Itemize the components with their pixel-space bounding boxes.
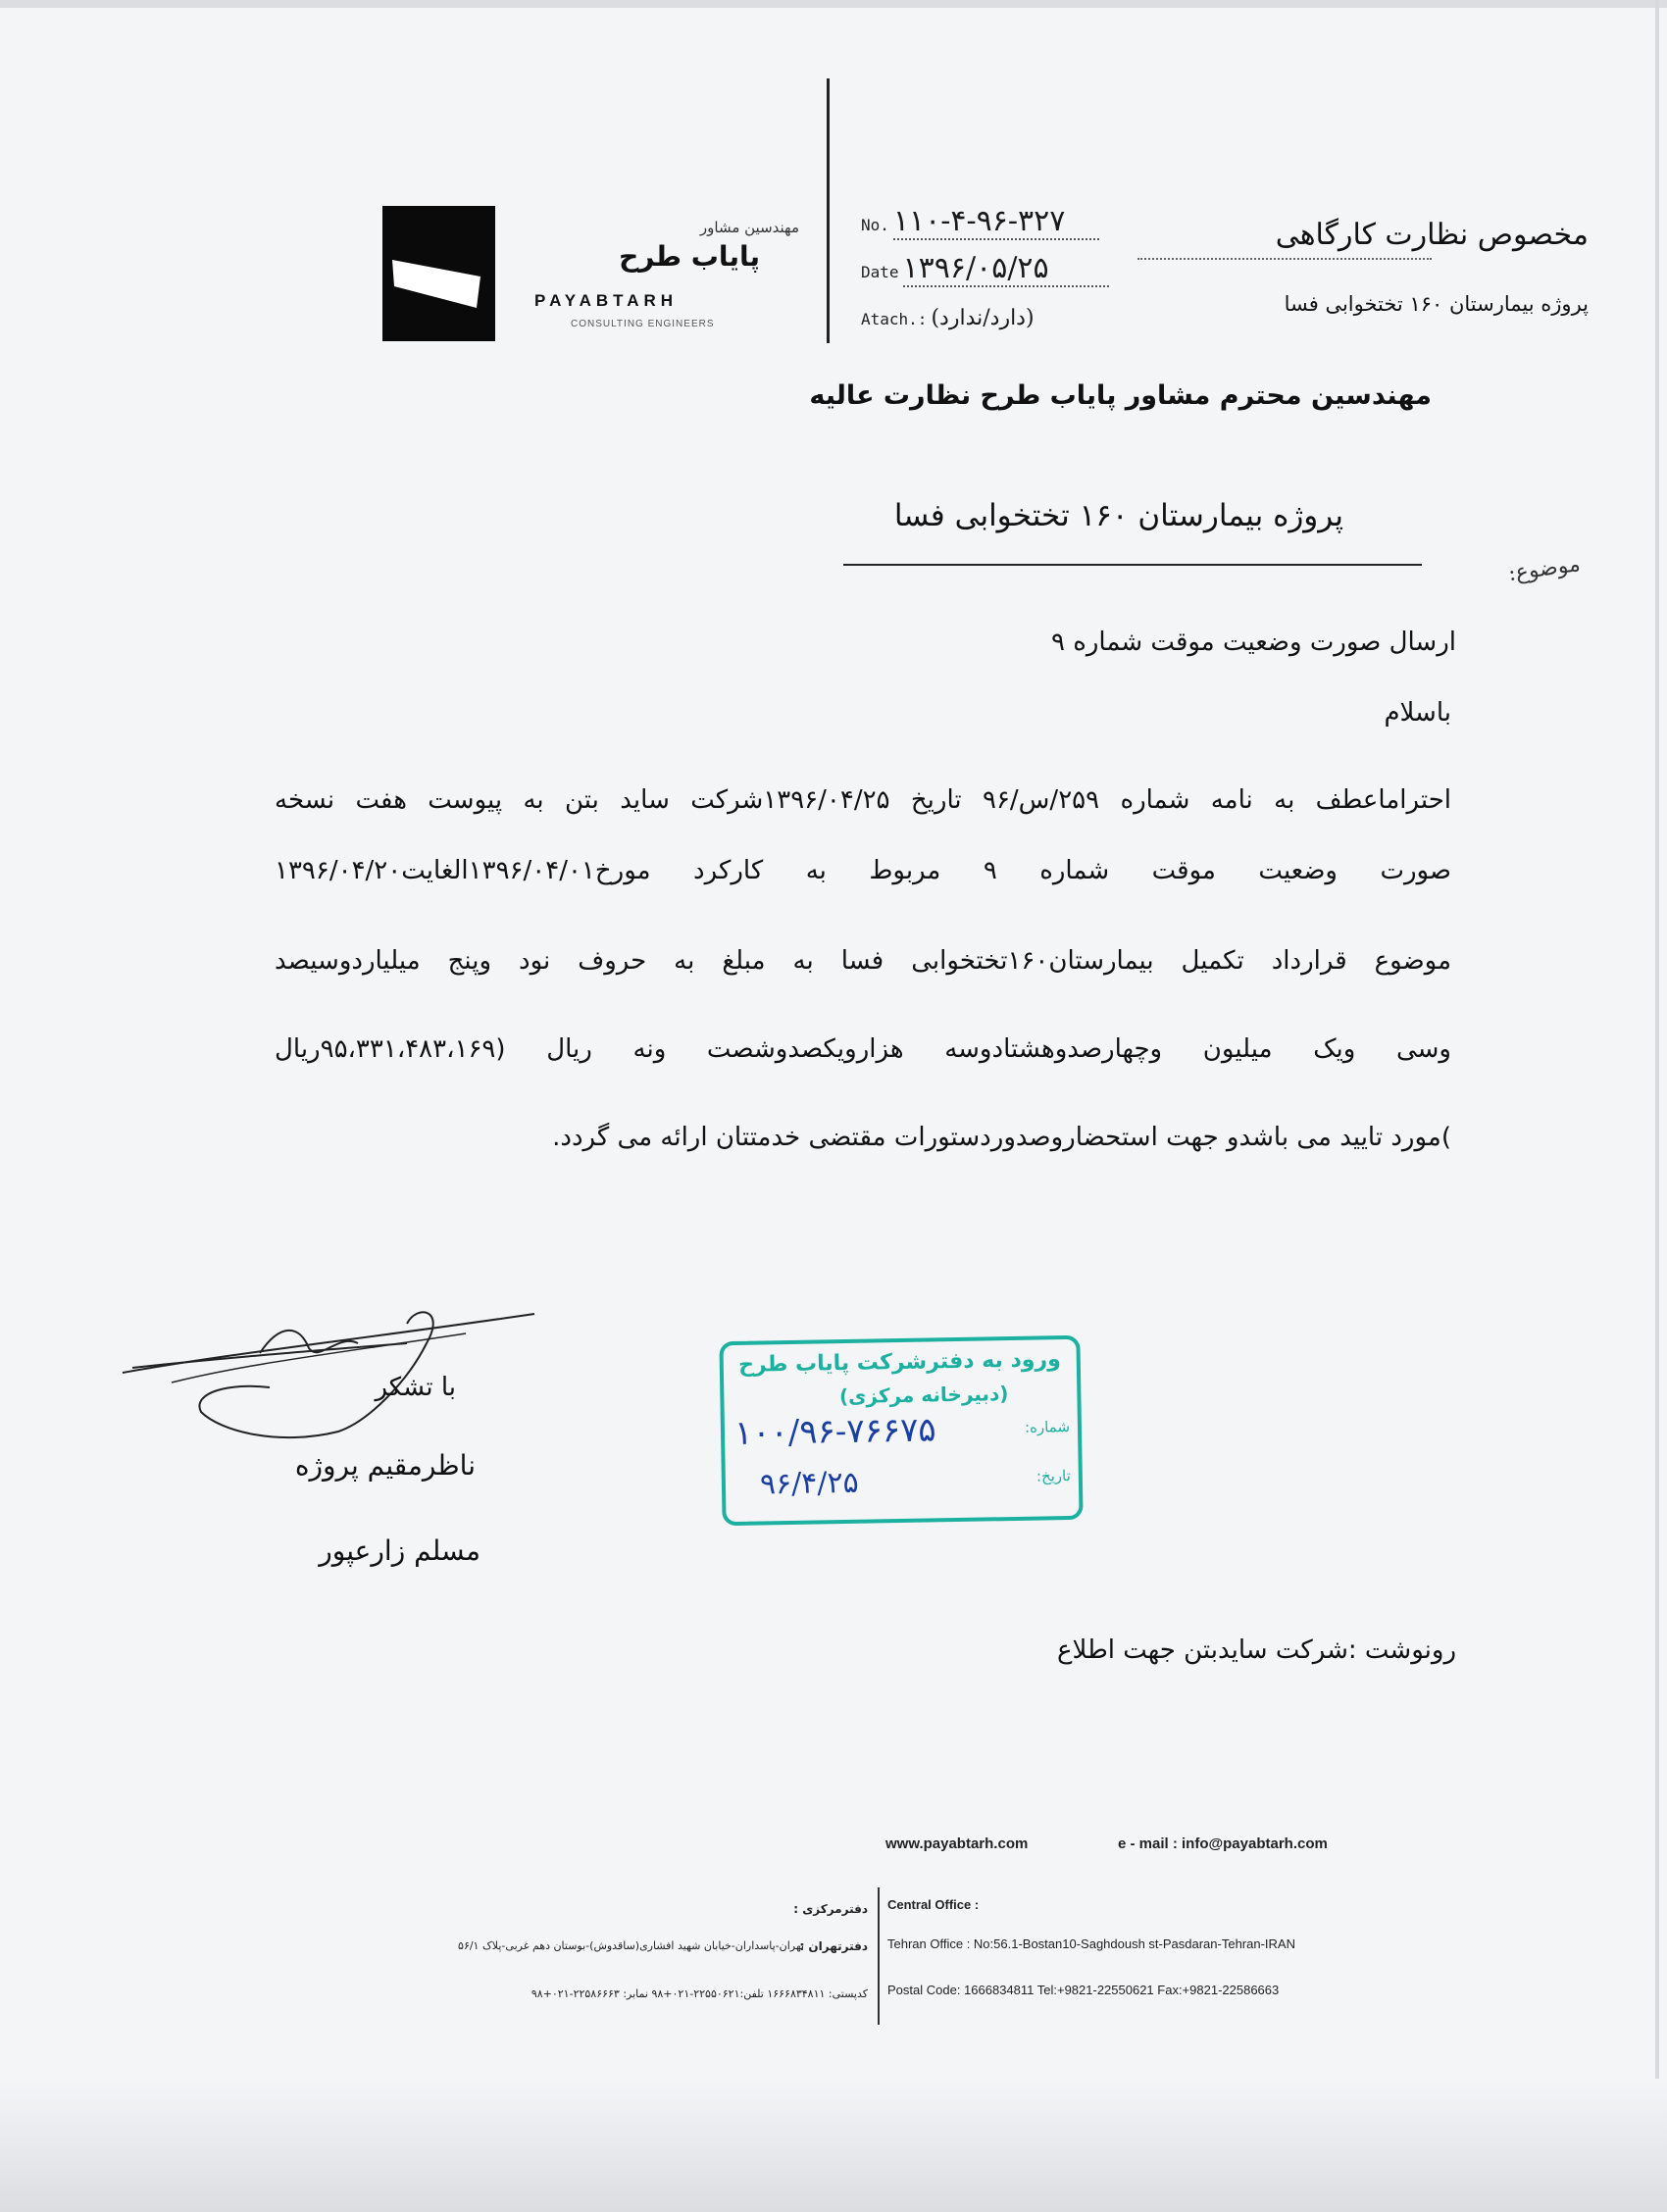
addressee: مهندسین محترم مشاور پایاب طرح نظارت عالیه xyxy=(809,380,1432,411)
atach-label: Atach.: xyxy=(861,310,928,328)
body-line-2: صورت وضعیت موقت شماره ۹ مربوط به کارکرد مورخ۱۳۹۶/۰۴/۰۱الغایت۱۳۹۶/۰۴/۲۰ xyxy=(275,856,1452,885)
logo-persian-sub: مهندسین مشاور xyxy=(699,219,799,236)
receipt-stamp xyxy=(719,1335,1083,1526)
footer-postal-en: Postal Code: 1666834811 Tel:+9821-22550621 Fax:+9821-22586663 xyxy=(887,1983,1280,1997)
signer-title: ناظرمقیم پروژه xyxy=(294,1449,476,1482)
scan-edge-right xyxy=(1655,0,1659,2212)
supervision-underline xyxy=(1137,258,1432,260)
stamp-date-label: تاریخ: xyxy=(1036,1466,1071,1485)
scan-bottom-shadow xyxy=(0,2079,1667,2212)
header-project-line: پروژه بیمارستان ۱۶۰ تختخوابی فسا xyxy=(1284,292,1589,316)
stamp-line2: (دبیرخانه مرکزی) xyxy=(838,1382,1009,1409)
title-underline xyxy=(843,564,1422,566)
company-logo xyxy=(510,211,799,338)
stamp-date-value: ۹۶/۴/۲۵ xyxy=(759,1465,860,1502)
signature-scribble xyxy=(113,1294,544,1451)
footer-address-fa: تهران-پاسداران-خیابان شهید افشاری(ساقدوش)-بوستان دهم غربی-پلاک ۵۶/۱ xyxy=(458,1939,804,1952)
ref-date xyxy=(861,251,1109,287)
footer-tehran-fa: دفترتهران : xyxy=(799,1939,868,1953)
scan-edge xyxy=(0,0,1667,8)
footer-central-en: Central Office : xyxy=(887,1897,980,1912)
atach-value: (دارد/ندارد) xyxy=(931,306,1035,330)
footer-website[interactable]: www.payabtarh.com xyxy=(885,1835,1029,1852)
date-label: Date xyxy=(861,263,899,281)
closing: با تشکر xyxy=(375,1373,456,1402)
stamp-number-label: شماره: xyxy=(1024,1417,1071,1436)
ref-number xyxy=(861,204,1099,240)
supervision-note: مخصوص نظارت کارگاهی xyxy=(1275,218,1589,252)
no-value: ۱۱۰-۴-۹۶-۳۲۷ xyxy=(893,204,1099,240)
footer-central-fa: دفترمرکزی : xyxy=(793,1902,868,1916)
footer-email[interactable]: e - mail : info@payabtarh.com xyxy=(1118,1835,1328,1852)
date-value: ۱۳۹۶/۰۵/۲۵ xyxy=(903,251,1109,287)
footer-divider xyxy=(878,1887,880,2025)
signer-name: مسلم زارعپور xyxy=(319,1534,480,1567)
no-label: No. xyxy=(861,216,889,234)
logo-mark xyxy=(382,206,495,341)
body-line-1: احتراماعطف به نامه شماره ۲۵۹/س/۹۶ تاریخ ۱۳۹۶/۰۴/۲۵شرکت ساید بتن به پیوست هفت نسخه xyxy=(275,785,1451,815)
footer-postal-fa: کدپستی: ۱۶۶۶۸۳۴۸۱۱ تلفن:۲۲۵۵۰۶۲۱-۰۲۱+۹۸ نمابر: ۲۲۵۸۶۶۶۳-۰۲۱+۹۸ xyxy=(530,1987,868,2000)
body-line-5: )مورد تایید می باشدو جهت استحضاروصدوردستورات مقتضی خدمتتان ارائه می گردد. xyxy=(552,1123,1451,1152)
logo-english-sub: CONSULTING ENGINEERS xyxy=(571,319,715,329)
stamp-line1: ورود به دفترشرکت پایاب طرح xyxy=(737,1347,1061,1378)
logo-persian-name: پایاب طرح xyxy=(619,240,760,273)
greeting: باسلام xyxy=(1384,698,1451,728)
cc-line: رونوشت :شرکت سایدبتن جهت اطلاع xyxy=(1057,1635,1456,1665)
logo-english-name: PAYABTARH xyxy=(534,291,679,310)
stamp-number-value: ۱۰۰/۹۶-۷۶۶۷۵ xyxy=(733,1410,936,1453)
body-line-4: وسی ویک میلیون وچهارصدوهشتادوسه هزارویکصدوشصت ونه ریال (۹۵،۳۳۱،۴۸۳،۱۶۹ریال xyxy=(275,1034,1451,1064)
subject: ارسال صورت وضعیت موقت شماره ۹ xyxy=(1051,628,1456,657)
ref-attach xyxy=(861,306,1035,330)
body-line-3: موضوع قرارداد تکمیل بیمارستان۱۶۰تختخوابی فسا به مبلغ به حروف نود وپنج میلیاردوسیصد xyxy=(275,946,1451,976)
header-divider xyxy=(827,78,830,343)
footer-tehran-en: Tehran Office : No:56.1-Bostan10-Saghdoush st-Pasdaran-Tehran-IRAN xyxy=(887,1936,1295,1951)
margin-note: موضوع: xyxy=(1506,551,1583,587)
project-title: پروژه بیمارستان ۱۶۰ تختخوابی فسا xyxy=(893,498,1343,533)
